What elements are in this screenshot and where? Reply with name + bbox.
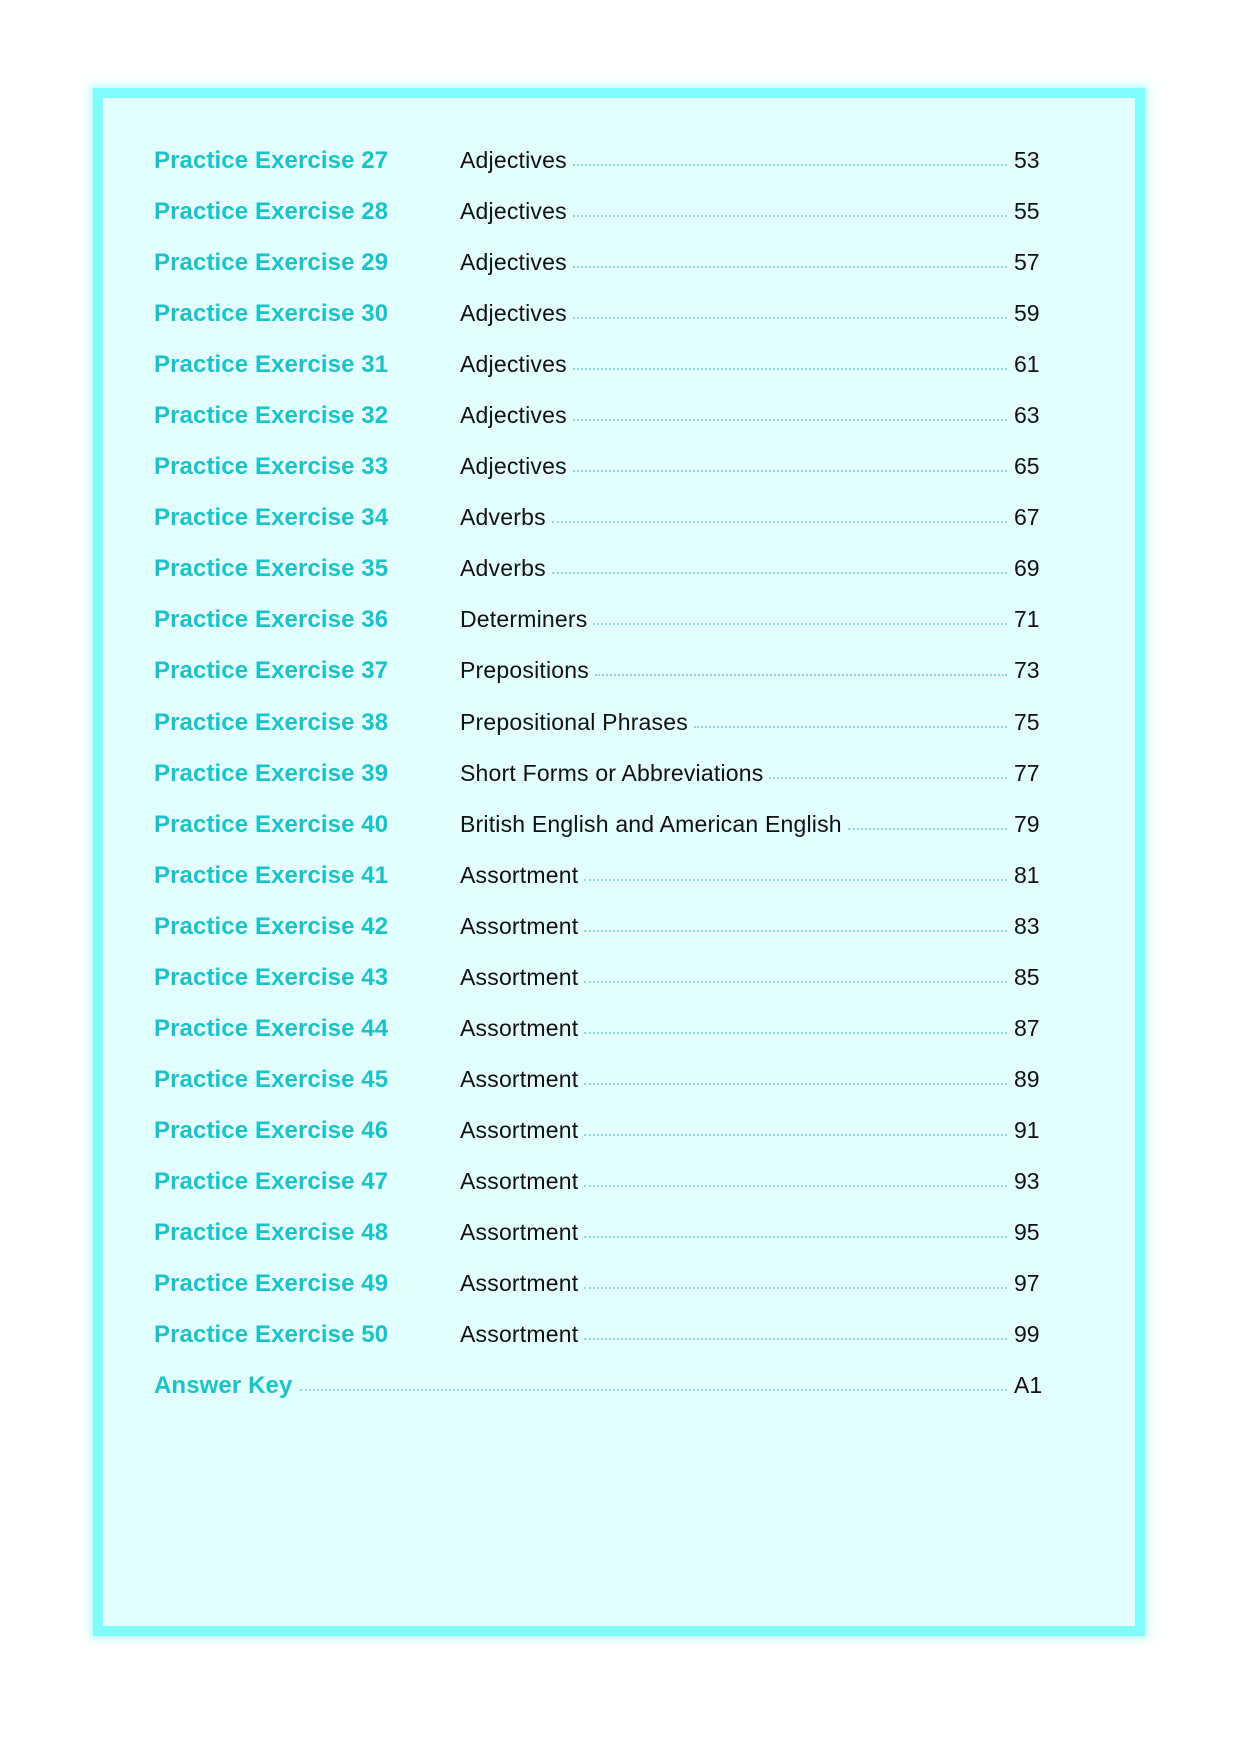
entry-title: Practice Exercise 35 [154,555,389,583]
toc-entry[interactable] [154,237,1054,288]
entry-title: Practice Exercise 34 [154,504,389,532]
entry-title: Practice Exercise 41 [154,861,389,889]
dot-leader [584,1185,1007,1187]
entry-title: Practice Exercise 30 [154,300,389,328]
entry-topic: Adjectives [460,351,567,378]
entry-page-number: 61 [1014,351,1040,378]
toc-entry[interactable] [154,697,1054,748]
entry-title: Practice Exercise 39 [154,759,389,787]
dot-leader [573,419,1007,421]
entry-page-number: 91 [1014,1116,1040,1143]
toc-entry[interactable] [154,1207,1054,1258]
entry-page-number: 97 [1014,1270,1040,1297]
entry-topic: Adverbs [460,555,546,582]
entry-title: Practice Exercise 38 [154,708,389,736]
entry-topic: Assortment [460,1270,579,1297]
answer-key-page-number: A1 [1014,1372,1043,1399]
entry-title: Practice Exercise 29 [154,249,389,277]
entry-page-number: 65 [1014,453,1040,480]
toc-entry[interactable] [154,186,1054,237]
dot-leader [584,930,1007,932]
toc-entry[interactable] [154,1054,1054,1105]
entry-title: Practice Exercise 32 [154,402,389,430]
dot-leader [573,470,1007,472]
dot-leader [573,164,1007,166]
toc-entry[interactable] [154,1003,1054,1054]
entry-page-number: 67 [1014,504,1040,531]
entry-page-number: 89 [1014,1065,1040,1092]
toc-entry[interactable] [154,1156,1054,1207]
dot-leader [694,726,1007,728]
entry-topic: Assortment [460,1167,579,1194]
entry-title: Practice Exercise 46 [154,1116,389,1144]
entry-topic: Prepositional Phrases [460,708,688,735]
entry-page-number: 53 [1014,147,1040,173]
entry-page-number: 83 [1014,912,1040,939]
entry-topic: Adverbs [460,504,546,531]
toc-entry[interactable] [154,850,1054,901]
entry-topic: Adjectives [460,453,567,480]
entry-topic: Adjectives [460,198,567,225]
entry-title: Practice Exercise 31 [154,351,389,379]
entry-topic: Assortment [460,1218,579,1245]
dot-leader [848,828,1007,830]
dot-leader [595,674,1007,676]
dot-leader [584,1236,1007,1238]
entry-topic: Assortment [460,912,579,939]
entry-topic: British English and American English [460,810,842,837]
toc-entry[interactable] [154,594,1054,645]
dot-leader [584,1032,1007,1034]
entry-topic: Assortment [460,1065,579,1092]
entry-title: Practice Exercise 43 [154,963,389,991]
entry-page-number: 55 [1014,198,1040,225]
toc-entry[interactable] [154,645,1054,696]
toc-entry[interactable] [154,288,1054,339]
toc-entry[interactable] [154,390,1054,441]
dot-leader [584,1287,1007,1289]
dot-leader [552,521,1007,523]
toc-entry[interactable] [154,1105,1054,1156]
entry-page-number: 87 [1014,1014,1040,1041]
entry-page-number: 85 [1014,963,1040,990]
toc-entry[interactable] [154,952,1054,1003]
dot-leader [552,572,1007,574]
entry-page-number: 75 [1014,708,1040,735]
dot-leader [769,777,1007,779]
entry-page-number: 59 [1014,300,1040,327]
entry-page-number: 57 [1014,249,1040,276]
entry-title: Practice Exercise 37 [154,657,389,685]
entry-title: Practice Exercise 50 [154,1321,389,1349]
entry-page-number: 81 [1014,861,1040,888]
entry-page-number: 73 [1014,657,1040,684]
dot-leader [584,1134,1007,1136]
entry-title: Practice Exercise 44 [154,1014,389,1042]
dot-leader [584,879,1007,881]
dot-leader [593,623,1007,625]
dot-leader [584,1083,1007,1085]
entry-page-number: 71 [1014,606,1040,633]
entry-page-number: 77 [1014,759,1040,786]
entry-title: Practice Exercise 40 [154,810,389,838]
toc-entry[interactable] [154,441,1054,492]
dot-leader [573,317,1007,319]
entry-title: Practice Exercise 47 [154,1167,389,1195]
entry-title: Practice Exercise 27 [154,147,389,174]
dot-leader [573,368,1007,370]
dot-leader [573,215,1007,217]
dot-leader [300,1389,1007,1391]
toc-page-frame [93,88,1145,1636]
entry-topic: Adjectives [460,249,567,276]
entry-title: Practice Exercise 33 [154,453,389,481]
entry-topic: Adjectives [460,402,567,429]
entry-topic: Determiners [460,606,588,633]
table-of-contents [154,135,1054,1411]
answer-key-title: Answer Key [154,1372,293,1400]
entry-topic: Assortment [460,1321,579,1348]
entry-title: Practice Exercise 36 [154,606,389,634]
dot-leader [573,266,1007,268]
entry-page-number: 63 [1014,402,1040,429]
entry-topic: Assortment [460,963,579,990]
entry-topic: Assortment [460,1116,579,1143]
toc-entry[interactable] [154,543,1054,594]
entry-title: Practice Exercise 42 [154,912,389,940]
toc-entry-answer-key[interactable] [154,1360,1054,1411]
toc-entry[interactable] [154,748,1054,799]
entry-topic: Adjectives [460,300,567,327]
entry-title: Practice Exercise 49 [154,1270,389,1298]
entry-topic: Assortment [460,1014,579,1041]
entry-page-number: 79 [1014,810,1040,837]
entry-page-number: 99 [1014,1321,1040,1348]
toc-entry[interactable] [154,1258,1054,1309]
entry-topic: Assortment [460,861,579,888]
toc-entry[interactable] [154,901,1054,952]
entry-topic: Prepositions [460,657,589,684]
toc-entry[interactable] [154,492,1054,543]
dot-leader [584,1338,1007,1340]
toc-entry[interactable] [154,1309,1054,1360]
entry-page-number: 93 [1014,1167,1040,1194]
entry-topic: Short Forms or Abbreviations [460,759,764,786]
entry-page-number: 69 [1014,555,1040,582]
entry-title: Practice Exercise 48 [154,1218,389,1246]
entry-title: Practice Exercise 45 [154,1065,389,1093]
entry-topic: Adjectives [460,147,567,173]
dot-leader [584,981,1007,983]
toc-entry[interactable] [154,799,1054,850]
entry-title: Practice Exercise 28 [154,198,389,226]
toc-entry[interactable] [154,135,1054,186]
toc-entry[interactable] [154,339,1054,390]
entry-page-number: 95 [1014,1218,1040,1245]
